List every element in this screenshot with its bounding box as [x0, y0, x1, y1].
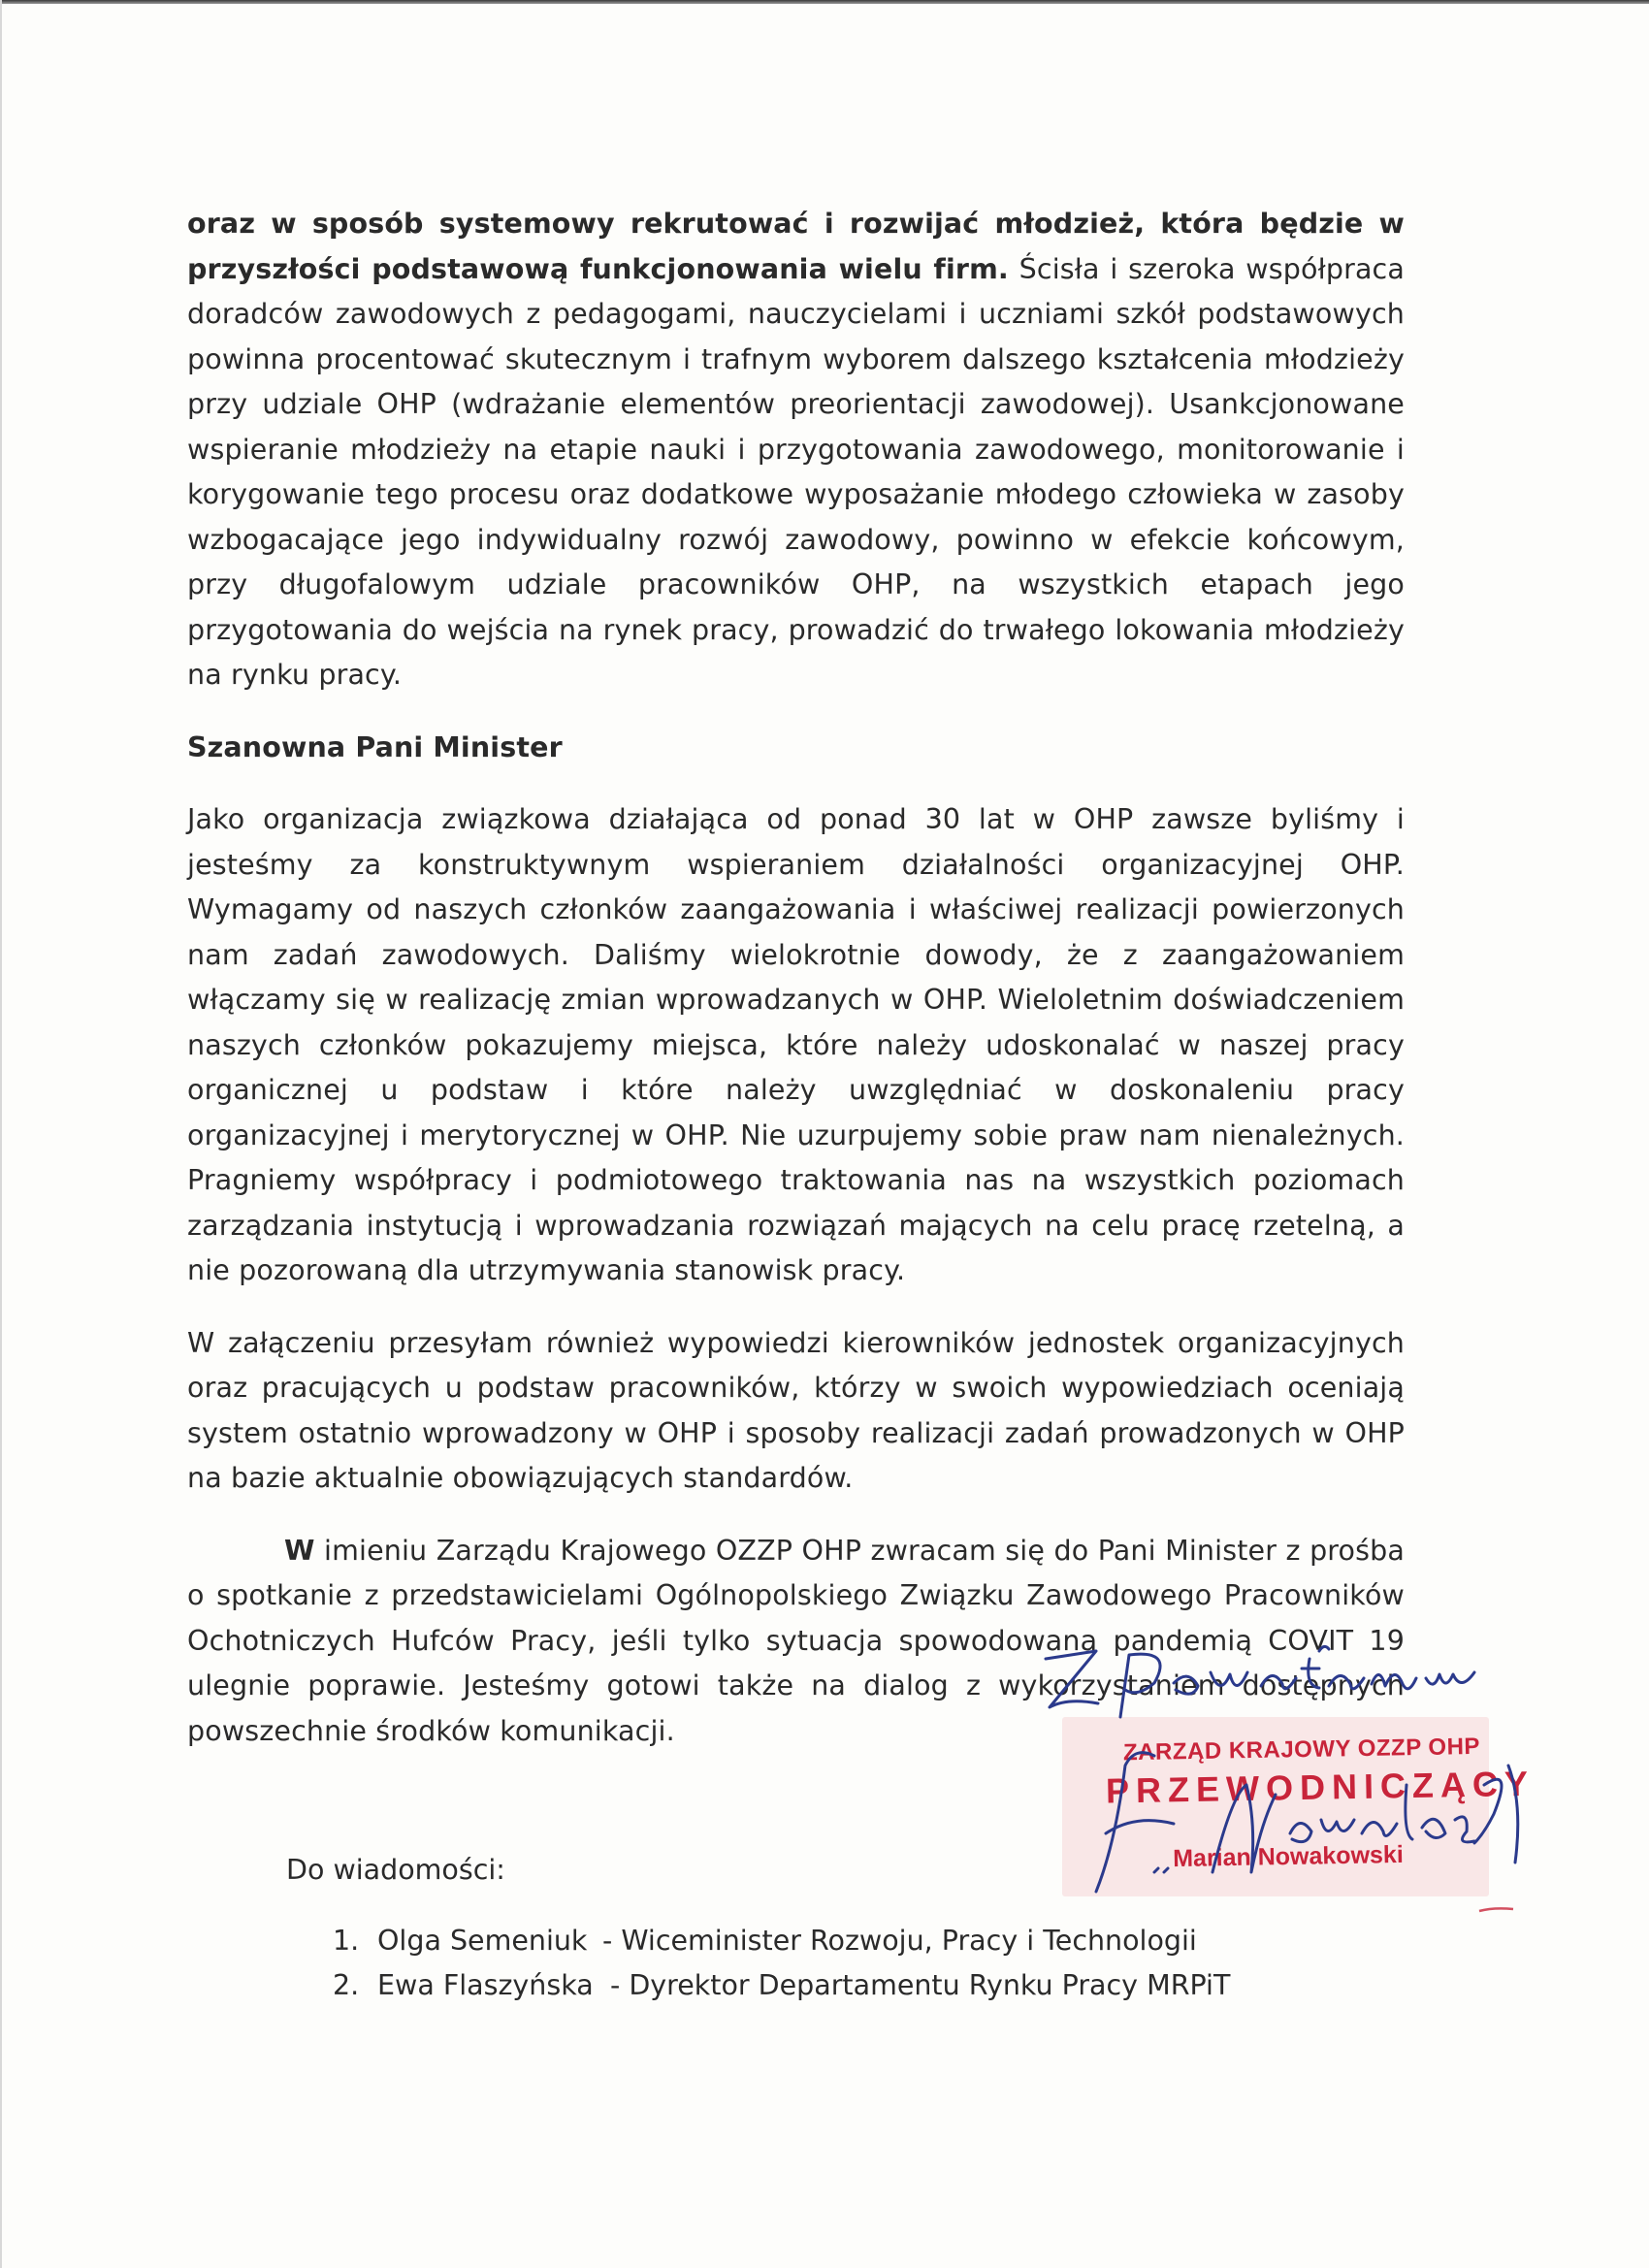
letter-body: [187, 202, 1405, 1754]
cc-number: 2.: [333, 1969, 360, 2001]
scan-left-edge: [0, 0, 2, 2268]
signature-block: [1009, 1630, 1536, 1921]
cc-label: Do wiadomości:: [286, 1854, 505, 1886]
paragraph-1-bold: oraz w sposób systemowy rekrutować i rozwijać młodzież, która będzie w przyszłości podstawową funkcjonowania wielu firm.: [187, 208, 1405, 285]
paragraph-4-lead: W: [284, 1534, 315, 1567]
paragraph-2: Jako organizacja związkowa działająca od ponad 30 lat w OHP zawsze byliśmy i jesteśmy za konstruktywnym wspieraniem działalności organizacyjnej OHP. Wymagamy od naszych członków zaangażowania i właściwej realizacji powierzonych nam zadań zawodowych. Daliśmy wielokrotnie dowody, że z zaangażowaniem włączamy się w realizację zmian wprowadzanych w OHP. Wieloletnim doświadczeniem naszych członków pokazujemy miejsca, które należy udoskonalać w naszej pracy organicznej u podstaw i które należy uwzględniać w doskonaleniu pracy organizacyjnej i merytorycznej w OHP. Nie uzurpujemy sobie praw nam nienależnych. Pragniemy współpracy i podmiotowego traktowania nas na wszystkich poziomach zarządzania instytucją i wprowadzania rozwiązań mających na celu pracę rzetelną, a nie pozorowaną dla utrzymywania stanowisk pracy.: [187, 803, 1405, 1286]
cc-number: 1.: [333, 1925, 360, 1957]
paragraph-1: [187, 202, 1405, 698]
cc-role: - Dyrektor Departamentu Rynku Pracy MRPiT: [610, 1969, 1231, 2001]
paragraph-4-text: imieniu Zarządu Krajowego OZZP OHP zwracam się do Pani Minister z prośba o spotkanie z przedstawicielami Ogólnopolskiego Związku Zawodowego Pracowników Ochotniczych Hufców Pracy, jeśli tylko sytuacja spowodowana pandemią COVIT 19 ulegnie poprawie. Jesteśmy gotowi także na dialog z wykorzystaniem dostępnych powszechnie środków komunikacji.: [187, 1534, 1405, 1747]
cc-recipient-list: [333, 1919, 1230, 2008]
cc-name: Ewa Flaszyńska: [377, 1969, 594, 2001]
cc-role: - Wiceminister Rozwoju, Pracy i Technologii: [602, 1925, 1197, 1957]
stamp-name-text: Marian Nowakowski: [1172, 1840, 1404, 1873]
stamp-title-text: PRZEWODNICZĄCY: [1105, 1763, 1536, 1811]
cc-recipient: [333, 1919, 1230, 1963]
paragraph-1-text: Ścisła i szeroka współpraca doradców zawodowych z pedagogami, nauczycielami i uczniami szkół podstawowych powinna procentować skutecznym i trafnym wyborem dalszego kształcenia młodzieży przy udziale OHP (wdrażanie elementów preorientacji zawodowej). Usankcjonowane wspieranie młodzieży na etapie nauki i przygotowania zawodowego, monitorowanie i korygowanie tego procesu oraz dodatkowe wyposażanie młodego człowieka w zasoby wzbogacające jego indywidualny rozwój zawodowy, powinno w efekcie końcowym, przy długofalowym udziale pracowników OHP, na wszystkich etapach jego przygotowania do wejścia na rynek pracy, prowadzić do trwałego lokowania młodzieży na rynku pracy.: [187, 252, 1405, 691]
salutation-heading: Szanowna Pani Minister: [187, 730, 563, 763]
cc-name: Olga Semeniuk: [377, 1925, 588, 1957]
paragraph-3: W załączeniu przesyłam również wypowiedzi kierowników jednostek organizacyjnych oraz pracujących u podstaw pracowników, którzy w swoich wypowiedziach oceniają system ostatnio wprowadzony w OHP i sposoby realizacji zadań prowadzonych w OHP na bazie aktualnie obowiązujących standardów.: [187, 1326, 1405, 1494]
stamp-org-text: ZARZĄD KRAJOWY OZZP OHP: [1122, 1733, 1481, 1766]
scan-top-edge: [0, 0, 1649, 4]
handwritten-signature: [1067, 1727, 1536, 1921]
cc-recipient: [333, 1963, 1230, 2008]
